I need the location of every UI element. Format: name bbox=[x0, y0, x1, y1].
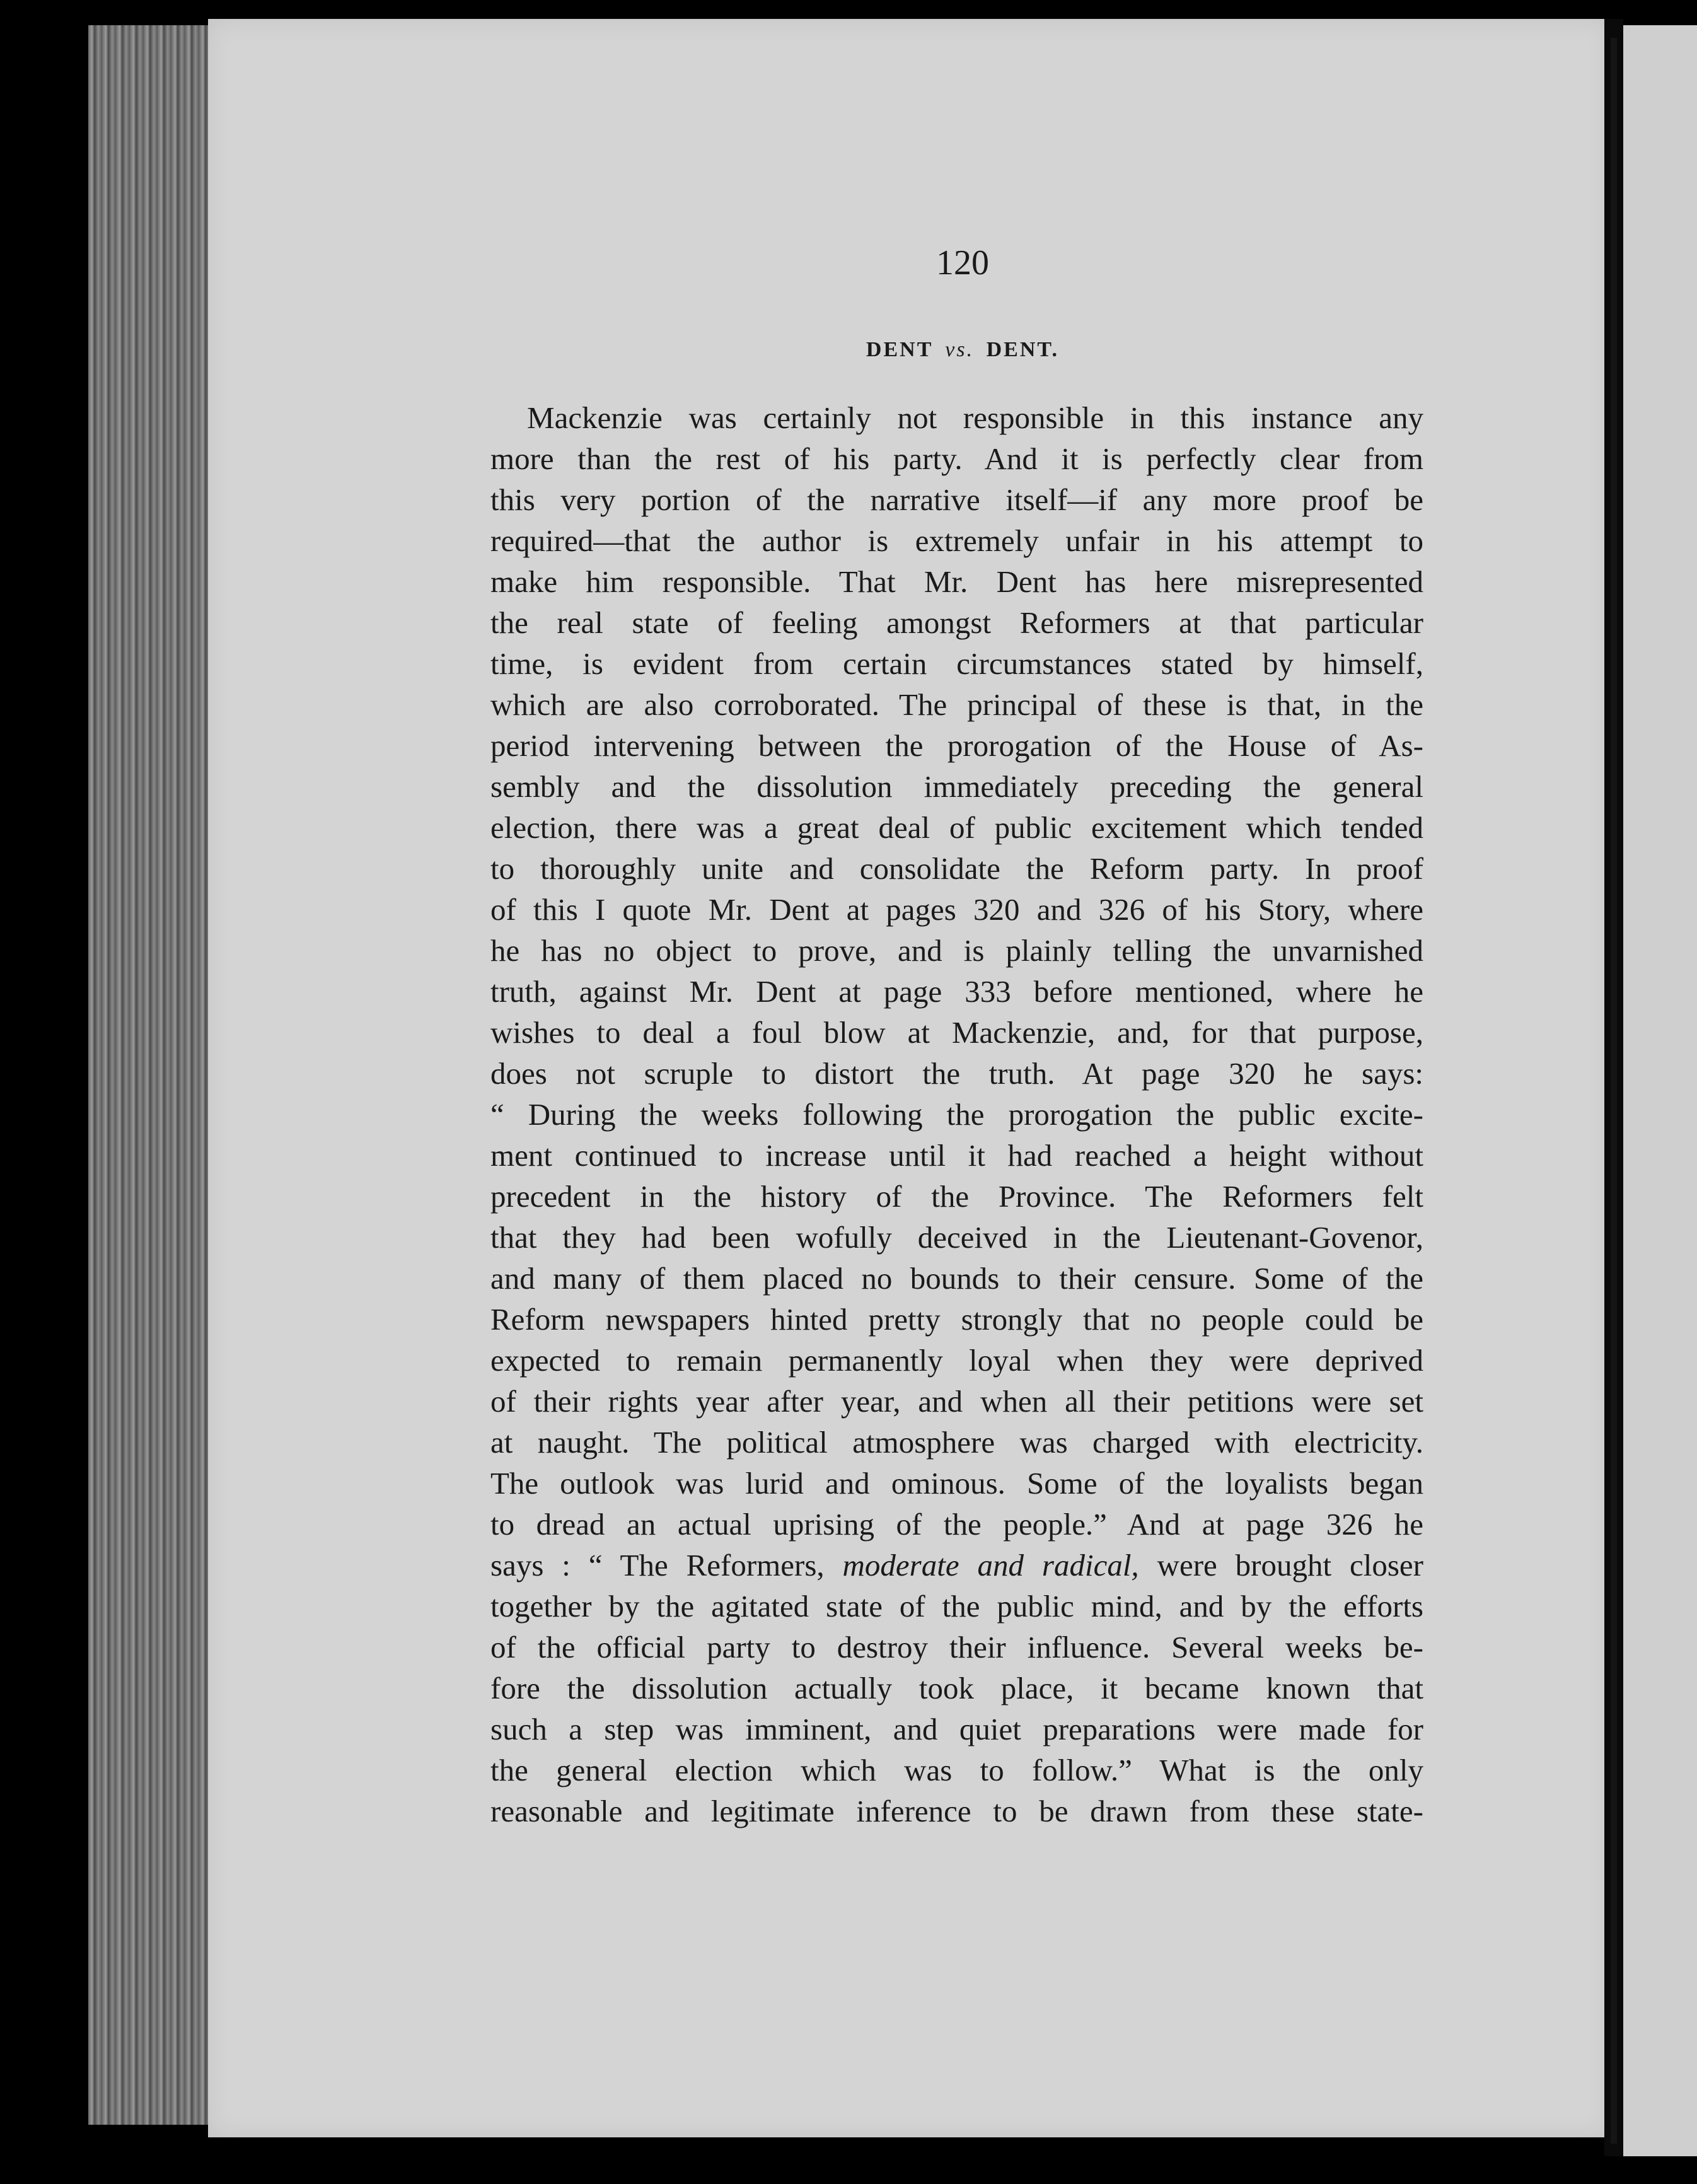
text-line: make him responsible. That Mr. Dent has here misrepresented bbox=[490, 564, 1423, 599]
text-line: the real state of feeling amongst Reformers at that particular bbox=[490, 605, 1423, 640]
text-line: to dread an actual uprising of the people.” And at page 326 he bbox=[490, 1507, 1423, 1542]
text-line: which are also corroborated. The principal of these is that, in the bbox=[490, 687, 1423, 722]
quote-intro: says : “ The Reformers, bbox=[490, 1548, 843, 1583]
text-line: does not scruple to distort the truth. At page 320 he says: bbox=[490, 1056, 1423, 1091]
text-line: fore the dissolution actually took place, it became known that bbox=[490, 1671, 1423, 1705]
text-line: reasonable and legitimate inference to be drawn from these state- bbox=[490, 1794, 1423, 1828]
text-line-with-italic bbox=[490, 1545, 1423, 1586]
text-line: that they had been wofully deceived in the Lieutenant-Govenor, bbox=[490, 1220, 1423, 1255]
body-text bbox=[490, 397, 1423, 1832]
text-line: and many of them placed no bounds to their censure. Some of the bbox=[490, 1261, 1423, 1296]
running-head-left: DENT bbox=[866, 338, 933, 361]
text-line: expected to remain permanently loyal when they were deprived bbox=[490, 1343, 1423, 1378]
text-line: wishes to deal a foul blow at Mackenzie, and, for that purpose, bbox=[490, 1015, 1423, 1050]
text-line: required—that the author is extremely unfair in his attempt to bbox=[490, 523, 1423, 558]
text-line: at naught. The political atmosphere was charged with electricity. bbox=[490, 1425, 1423, 1460]
text-line: this very portion of the narrative itself—if any more proof be bbox=[490, 482, 1423, 517]
text-line: to thoroughly unite and consolidate the Reform party. In proof bbox=[490, 851, 1423, 886]
quote-continuation: were brought closer bbox=[1138, 1548, 1423, 1583]
italic-phrase: moderate and radical, bbox=[842, 1548, 1139, 1583]
page-number: 120 bbox=[936, 243, 989, 282]
text-line: of their rights year after year, and when all their petitions were set bbox=[490, 1384, 1423, 1419]
text-line: “ During the weeks following the prorogation the public excite- bbox=[490, 1097, 1423, 1132]
text-line: precedent in the history of the Province. The Reformers felt bbox=[490, 1179, 1423, 1214]
text-line: the general election which was to follow.” What is the only bbox=[490, 1753, 1423, 1787]
text-line: election, there was a great deal of public excitement which tended bbox=[490, 810, 1423, 845]
text-line: together by the agitated state of the public mind, and by the efforts bbox=[490, 1589, 1423, 1623]
running-head-right: DENT. bbox=[986, 338, 1060, 361]
running-head-vs: vs. bbox=[945, 338, 975, 361]
text-line: Mackenzie was certainly not responsible in this instance any bbox=[527, 400, 1423, 435]
text-line: time, is evident from certain circumstances stated by himself, bbox=[490, 646, 1423, 681]
text-line: such a step was imminent, and quiet preparations were made for bbox=[490, 1712, 1423, 1746]
text-line: The outlook was lurid and ominous. Some of the loyalists began bbox=[490, 1466, 1423, 1501]
text-line: of the official party to destroy their influence. Several weeks be- bbox=[490, 1630, 1423, 1664]
text-line: Reform newspapers hinted pretty strongly that no people could be bbox=[490, 1302, 1423, 1337]
text-line: he has no object to prove, and is plainly telling the unvarnished bbox=[490, 933, 1423, 968]
text-line: ment continued to increase until it had reached a height without bbox=[490, 1138, 1423, 1173]
running-head bbox=[0, 338, 1697, 362]
text-line: more than the rest of his party. And it is perfectly clear from bbox=[490, 441, 1423, 476]
text-line: truth, against Mr. Dent at page 333 before mentioned, where he bbox=[490, 974, 1423, 1009]
text-line: of this I quote Mr. Dent at pages 320 and 326 of his Story, where bbox=[490, 892, 1423, 927]
text-line: sembly and the dissolution immediately preceding the general bbox=[490, 769, 1423, 804]
text-line: period intervening between the prorogation of the House of As- bbox=[490, 728, 1423, 763]
